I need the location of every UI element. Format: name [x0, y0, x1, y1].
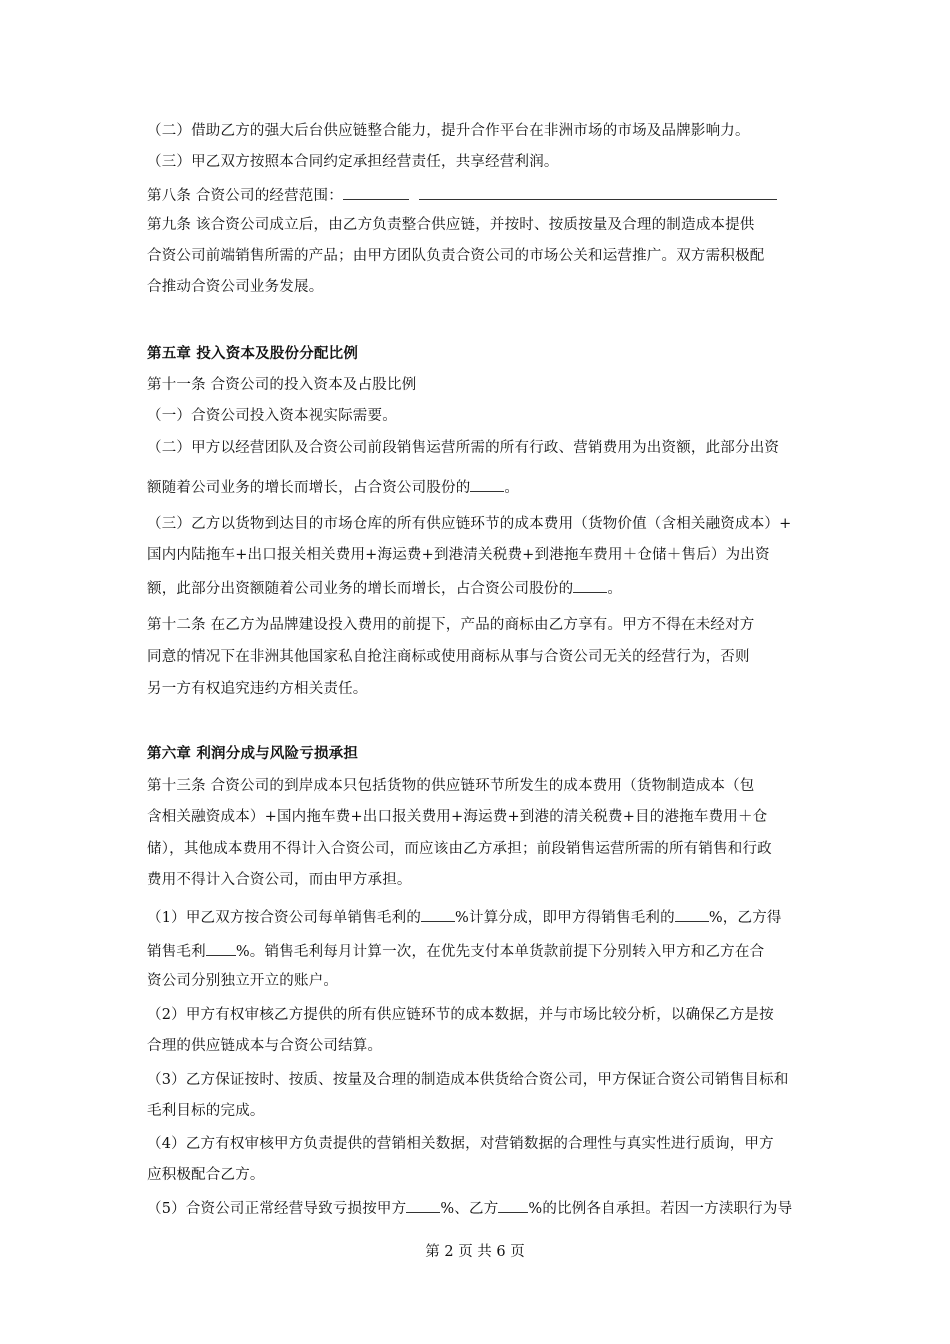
- blank-field: [343, 184, 409, 200]
- text-span: （5）合资公司正常经营导致亏损按甲方: [147, 1201, 407, 1217]
- text-line: 第十一条 合资公司的投入资本及占股比例: [147, 377, 417, 393]
- text-line: 资公司分别独立开立的账户。: [147, 973, 339, 989]
- text-line: （二）借助乙方的强大后台供应链整合能力，提升合作平台在非洲市场的市场及品牌影响力。: [147, 123, 750, 139]
- blank-field: [206, 940, 236, 956]
- text-line: [147, 577, 622, 599]
- text-line: [147, 906, 782, 928]
- text-line: 合理的供应链成本与合资公司结算。: [147, 1038, 383, 1054]
- blank-field: [419, 184, 777, 200]
- text-span: （1）甲乙双方按合资公司每单销售毛利的: [147, 910, 422, 926]
- text-line: 另一方有权追究违约方相关责任。: [147, 681, 368, 697]
- text-line: 合资公司前端销售所需的产品；由甲方团队负责合资公司的市场公关和运营推广。双方需积极配: [147, 248, 765, 264]
- text-line: [147, 1197, 792, 1219]
- blank-field: [498, 1197, 528, 1213]
- text-line: 含相关融资成本）+国内拖车费+出口报关费用+海运费+到港的清关税费+目的港拖车费用＋仓: [147, 809, 768, 825]
- text-line: （三）甲乙双方按照本合同约定承担经营责任，共享经营利润。: [147, 154, 559, 170]
- chapter-6-heading: 第六章 利润分成与风险亏损承担: [147, 746, 359, 762]
- text-span: 。: [607, 581, 623, 597]
- text-span: %计算分成，即甲方得销售毛利的: [455, 910, 675, 926]
- text-span: 额随着公司业务的增长而增长，占合资公司股份的: [147, 480, 471, 496]
- article-8-text: 第八条 合资公司的经营范围：: [147, 188, 343, 204]
- text-line: 毛利目标的完成。: [147, 1103, 265, 1119]
- text-line: （二）甲方以经营团队及合资公司前段销售运营所需的所有行政、营销费用为出资额，此部分出资: [147, 440, 780, 456]
- text-line: （2）甲方有权审核乙方提供的所有供应链环节的成本数据，并与市场比较分析，以确保乙方是按: [147, 1007, 774, 1023]
- text-line: 合推动合资公司业务发展。: [147, 279, 324, 295]
- text-line: 应积极配合乙方。: [147, 1167, 265, 1183]
- text-line: [147, 940, 764, 962]
- text-span: 额，此部分出资额随着公司业务的增长而增长，占合资公司股份的: [147, 581, 574, 597]
- text-line: [147, 476, 519, 498]
- blank-field: [675, 906, 709, 922]
- text-line: 同意的情况下在非洲其他国家私自抢注商标或使用商标从事与合资公司无关的经营行为，否则: [147, 649, 750, 665]
- text-line: （一）合资公司投入资本视实际需要。: [147, 408, 397, 424]
- blank-field: [406, 1197, 440, 1213]
- page-number-footer: 第 2 页 共 6 页: [425, 1244, 525, 1260]
- text-line: 第九条 该合资公司成立后，由乙方负责整合供应链，并按时、按质按量及合理的制造成本提供: [147, 217, 755, 233]
- text-line: （3）乙方保证按时、按质、按量及合理的制造成本供货给合资公司，甲方保证合资公司销售目标和: [147, 1072, 789, 1088]
- text-span: 。: [504, 480, 520, 496]
- chapter-5-heading: 第五章 投入资本及股份分配比例: [147, 346, 359, 362]
- blank-field: [573, 577, 607, 593]
- text-span: 销售毛利: [147, 944, 206, 960]
- text-span: %，乙方得: [708, 910, 782, 926]
- text-line: 储），其他成本费用不得计入合资公司，而应该由乙方承担；前段销售运营所需的所有销售和行政: [147, 841, 772, 857]
- text-line: 国内内陆拖车+出口报关相关费用+海运费+到港清关税费+到港拖车费用＋仓储＋售后）为出资: [147, 547, 770, 563]
- text-line: 费用不得计入合资公司，而由甲方承担。: [147, 872, 412, 888]
- text-span: %的比例各自承担。若因一方渎职行为导: [528, 1201, 793, 1217]
- text-line: 第十三条 合资公司的到岸成本只包括货物的供应链环节所发生的成本费用（货物制造成本（包: [147, 778, 755, 794]
- text-line: 第十二条 在乙方为品牌建设投入费用的前提下，产品的商标由乙方享有。甲方不得在未经对方: [147, 617, 755, 633]
- blank-field: [470, 476, 504, 492]
- text-span: %。销售毛利每月计算一次，在优先支付本单货款前提下分别转入甲方和乙方在合: [235, 944, 765, 960]
- blank-field: [421, 906, 455, 922]
- article-8-line: [147, 184, 777, 206]
- text-line: （三）乙方以货物到达目的市场仓库的所有供应链环节的成本费用（货物价值（含相关融资成本）+: [147, 516, 792, 532]
- text-line: （4）乙方有权审核甲方负责提供的营销相关数据，对营销数据的合理性与真实性进行质询，甲方: [147, 1136, 774, 1152]
- text-span: %、乙方: [440, 1201, 499, 1217]
